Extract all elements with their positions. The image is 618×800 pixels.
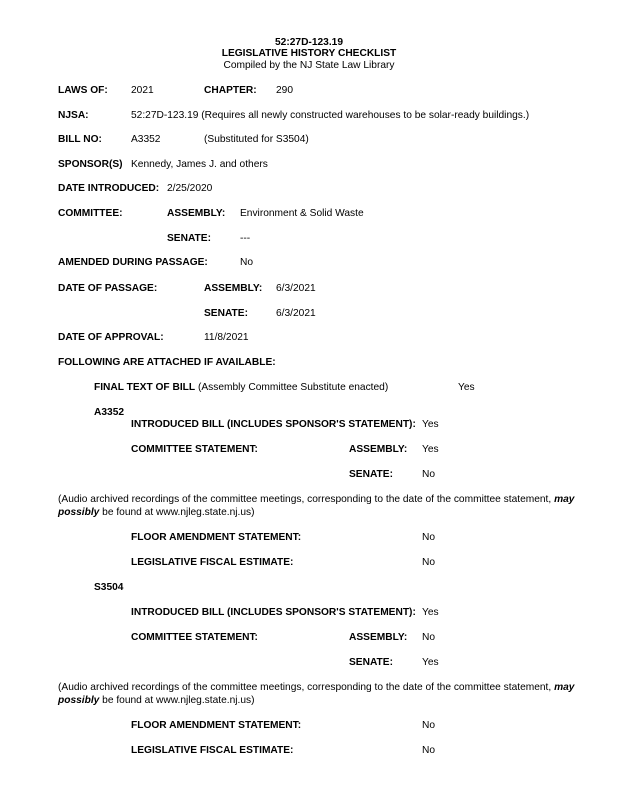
statement-senate-value: Yes: [422, 657, 439, 668]
date-introduced-label: DATE INTRODUCED:: [58, 183, 160, 194]
sponsors-label: SPONSOR(S): [58, 159, 123, 170]
date-of-passage-label: DATE OF PASSAGE:: [58, 283, 158, 294]
committee-assembly-value: Environment & Solid Waste: [240, 208, 364, 219]
fiscal-estimate-value: No: [422, 557, 436, 568]
chapter-value: 290: [276, 85, 293, 96]
passage-senate-value: 6/3/2021: [276, 308, 316, 319]
statement-senate-label: SENATE:: [349, 657, 393, 668]
amended-label: AMENDED DURING PASSAGE:: [58, 257, 208, 268]
date-introduced-value: 2/25/2020: [167, 183, 213, 194]
floor-amendment-value: No: [422, 532, 436, 543]
statement-senate-label: SENATE:: [349, 469, 393, 480]
audio-note-text: (Audio archived recordings of the committee meetings, corresponding to the date of the committee statement,: [58, 682, 552, 693]
njsa-value: 52:27D-123.19 (Requires all newly constructed warehouses to be solar-ready buildings.): [131, 110, 530, 121]
sponsors-value: Kennedy, James J. and others: [131, 159, 268, 170]
introduced-bill-value: Yes: [422, 607, 439, 618]
floor-amendment-value: No: [422, 720, 436, 731]
njsa-label: NJSA:: [58, 110, 89, 121]
date-of-approval-value: 11/8/2021: [204, 332, 249, 343]
audio-note-text-end: be found at www.njleg.state.nj.us): [102, 694, 255, 706]
committee-label: COMMITTEE:: [58, 208, 123, 219]
attached-heading: FOLLOWING ARE ATTACHED IF AVAILABLE:: [58, 357, 276, 368]
committee-statement-label: COMMITTEE STATEMENT:: [131, 444, 258, 455]
audio-note-text-end: be found at www.njleg.state.nj.us): [102, 506, 255, 518]
committee-senate-label: SENATE:: [167, 233, 211, 244]
floor-amendment-label: FLOOR AMENDMENT STATEMENT:: [131, 532, 302, 543]
statement-senate-value: No: [422, 469, 436, 480]
audio-archive-note: [58, 494, 578, 519]
audio-note-emphasis: may possibly: [58, 682, 575, 706]
fiscal-estimate-value: No: [422, 745, 436, 756]
final-text-value: Yes: [458, 382, 475, 393]
fiscal-estimate-label: LEGISLATIVE FISCAL ESTIMATE:: [131, 557, 294, 568]
compiled-by: Compiled by the NJ State Law Library: [223, 60, 395, 71]
floor-amendment-label: FLOOR AMENDMENT STATEMENT:: [131, 720, 302, 731]
statement-assembly-value: No: [422, 632, 436, 643]
audio-archive-note: [58, 682, 578, 707]
passage-assembly-value: 6/3/2021: [276, 283, 316, 294]
committee-senate-value: ---: [240, 233, 251, 244]
amended-value: No: [240, 257, 254, 268]
passage-senate-label: SENATE:: [204, 308, 248, 319]
fiscal-estimate-label: LEGISLATIVE FISCAL ESTIMATE:: [131, 745, 294, 756]
bill-section-id: A3352: [94, 407, 125, 418]
committee-statement-label: COMMITTEE STATEMENT:: [131, 632, 258, 643]
laws-of-label: LAWS OF:: [58, 85, 108, 96]
statement-assembly-label: ASSEMBLY:: [349, 444, 408, 455]
audio-note-text: (Audio archived recordings of the committee meetings, corresponding to the date of the committee statement,: [58, 494, 552, 505]
date-of-approval-label: DATE OF APPROVAL:: [58, 332, 164, 343]
introduced-bill-label: INTRODUCED BILL (INCLUDES SPONSOR'S STATEMENT):: [131, 419, 416, 430]
bill-no-label: BILL NO:: [58, 134, 102, 145]
committee-assembly-label: ASSEMBLY:: [167, 208, 226, 219]
introduced-bill-label: INTRODUCED BILL (INCLUDES SPONSOR'S STATEMENT):: [131, 607, 416, 618]
statement-assembly-value: Yes: [422, 444, 439, 455]
document-code: 52:27D-123.19: [275, 37, 343, 48]
final-text-note: (Assembly Committee Substitute enacted): [197, 382, 389, 393]
laws-of-value: 2021: [131, 85, 154, 96]
passage-assembly-label: ASSEMBLY:: [204, 283, 263, 294]
statement-assembly-label: ASSEMBLY:: [349, 632, 408, 643]
audio-note-emphasis: may possibly: [58, 494, 575, 518]
bill-no-substitution-note: (Substituted for S3504): [204, 134, 309, 145]
introduced-bill-value: Yes: [422, 419, 439, 430]
bill-section-id: S3504: [94, 582, 124, 593]
bill-no-value: A3352: [131, 134, 161, 145]
document-title: LEGISLATIVE HISTORY CHECKLIST: [221, 48, 397, 59]
final-text-label: FINAL TEXT OF BILL: [94, 382, 196, 393]
chapter-label: CHAPTER:: [204, 85, 257, 96]
final-text-row: [94, 382, 388, 394]
